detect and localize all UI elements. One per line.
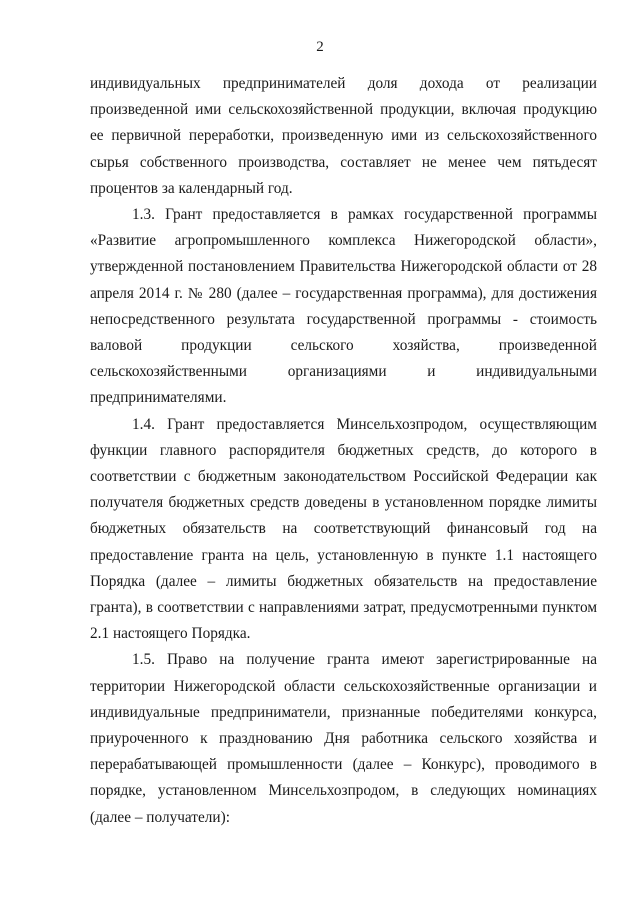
paragraph-1-3: 1.3. Грант предоставляется в рамках государственной программы «Развитие агропромышленного комплекса Нижегородской области», утвержденной постановлением Правительства Нижегородской области от 28 апреля 2014 г. № 280 (далее – государственная программа), для достижения непосредственного результата государственной программы - стоимость валовой продукции сельского хозяйства, произведенной сельскохозяйственными организациями и индивидуальными предпринимателями.: [90, 206, 597, 407]
paragraph-1-4: 1.4. Грант предоставляется Минсельхозпродом, осуществляющим функции главного распорядителя бюджетных средств, до которого в соответствии с бюджетным законодательством Российской Федерации как получателя бюджетных средств доведены в установленном порядке лимиты бюджетных обязательств на соответствующий финансовый год на предоставление гранта на цель, установленную в пункте 1.1 настоящего Порядка (далее – лимиты бюджетных обязательств на предоставление гранта), в соответствии с направлениями затрат, предусмотренными пунктом 2.1 настоящего Порядка.: [90, 415, 597, 643]
page-number: 2: [316, 39, 324, 55]
paragraph-1-5: 1.5. Право на получение гранта имеют зарегистрированные на территории Нижегородской области сельскохозяйственные организации и индивидуальные предприниматели, признанные победителями конкурса, приуроченного к празднованию Дня работника сельского хозяйства и перерабатывающей промышленности (далее – Конкурс), проводимого в порядке, установленном Минсельхозпродом, в следующих номинациях (далее – получатели):: [90, 651, 597, 826]
document-body: [90, 71, 597, 831]
paragraph-continuation: индивидуальных предпринимателей доля дохода от реализации произведенной ими сельскохозяйственной продукции, включая продукцию ее первичной переработки, произведенную ими из сельскохозяйственного сырья собственного производства, составляет не менее чем пятьдесят процентов за календарный год.: [90, 75, 597, 197]
